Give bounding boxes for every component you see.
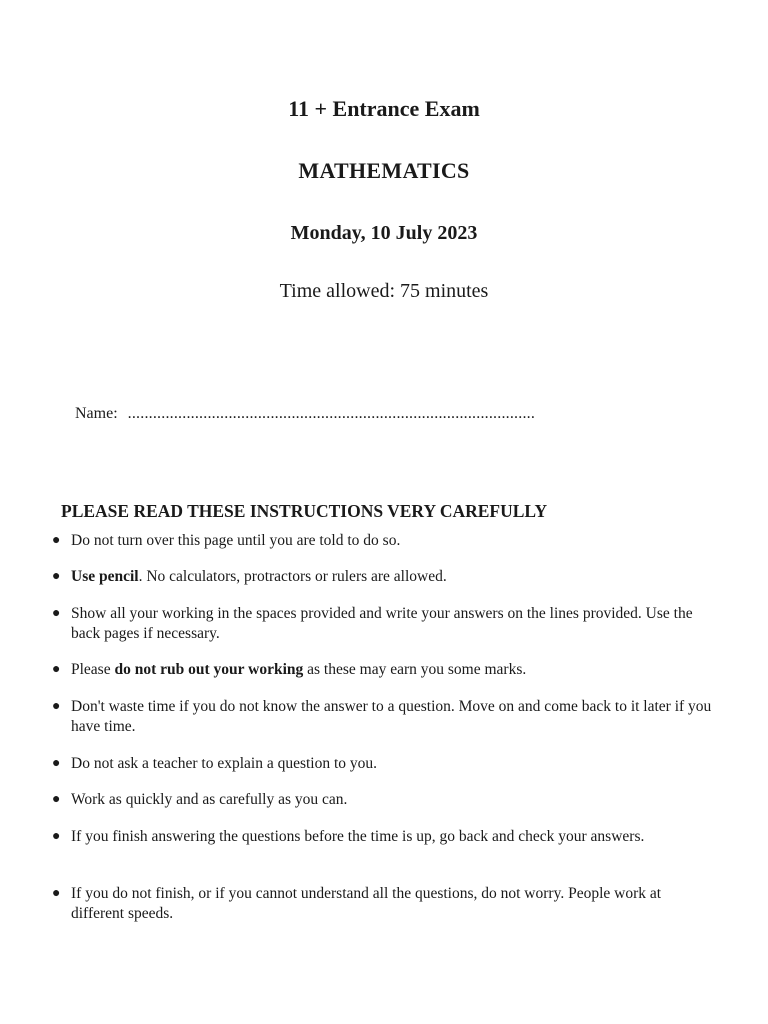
subject-title: MATHEMATICS [298,158,470,183]
instruction-text: Do not ask a teacher to explain a question to you. [71,755,378,772]
bullet-icon: ● [52,569,61,584]
instruction-item [52,697,712,737]
instruction-item [52,790,712,810]
time-allowed: Time allowed: 75 minutes [279,280,489,302]
instruction-item [52,754,712,774]
name-label: Name: [75,405,118,422]
instruction-item [52,531,712,551]
exam-date: Monday, 10 July 2023 [290,222,478,244]
instruction-item [52,884,712,924]
instruction-text: Don't waste time if you do not know the answer to a question. Move on and come back to it later if you have time. [71,698,712,735]
exam-title: 11 + Entrance Exam [288,96,480,121]
bullet-icon: ● [52,886,61,901]
instruction-text: Use pencil. No calculators, protractors or rulers are allowed. [71,568,447,585]
instruction-text: Do not turn over this page until you are told to do so. [71,532,401,549]
name-field[interactable] [75,405,535,423]
instruction-text: If you finish answering the questions before the time is up, go back and check your answers. [71,828,645,845]
instruction-text: If you do not finish, or if you cannot understand all the questions, do not worry. People work at different speeds. [71,885,662,922]
bullet-icon: ● [52,606,61,621]
instruction-item [52,567,712,587]
instruction-item [52,604,712,644]
instruction-item [52,660,712,680]
bullet-icon: ● [52,699,61,714]
instructions-heading: PLEASE READ THESE INSTRUCTIONS VERY CAREFULLY [61,501,548,521]
bullet-icon: ● [52,829,61,844]
bullet-icon: ● [52,533,61,548]
bullet-icon: ● [52,792,61,807]
instruction-text: Show all your working in the spaces provided and write your answers on the lines provided. Use the back pages if necessary. [71,605,693,642]
instruction-item [52,827,712,847]
name-dotted-line[interactable]: ................................................................................................. [127,405,536,422]
bullet-icon: ● [52,756,61,771]
instruction-text: Work as quickly and as carefully as you can. [71,791,348,808]
instruction-text: Please do not rub out your working as these may earn you some marks. [71,661,527,678]
bullet-icon: ● [52,662,61,677]
